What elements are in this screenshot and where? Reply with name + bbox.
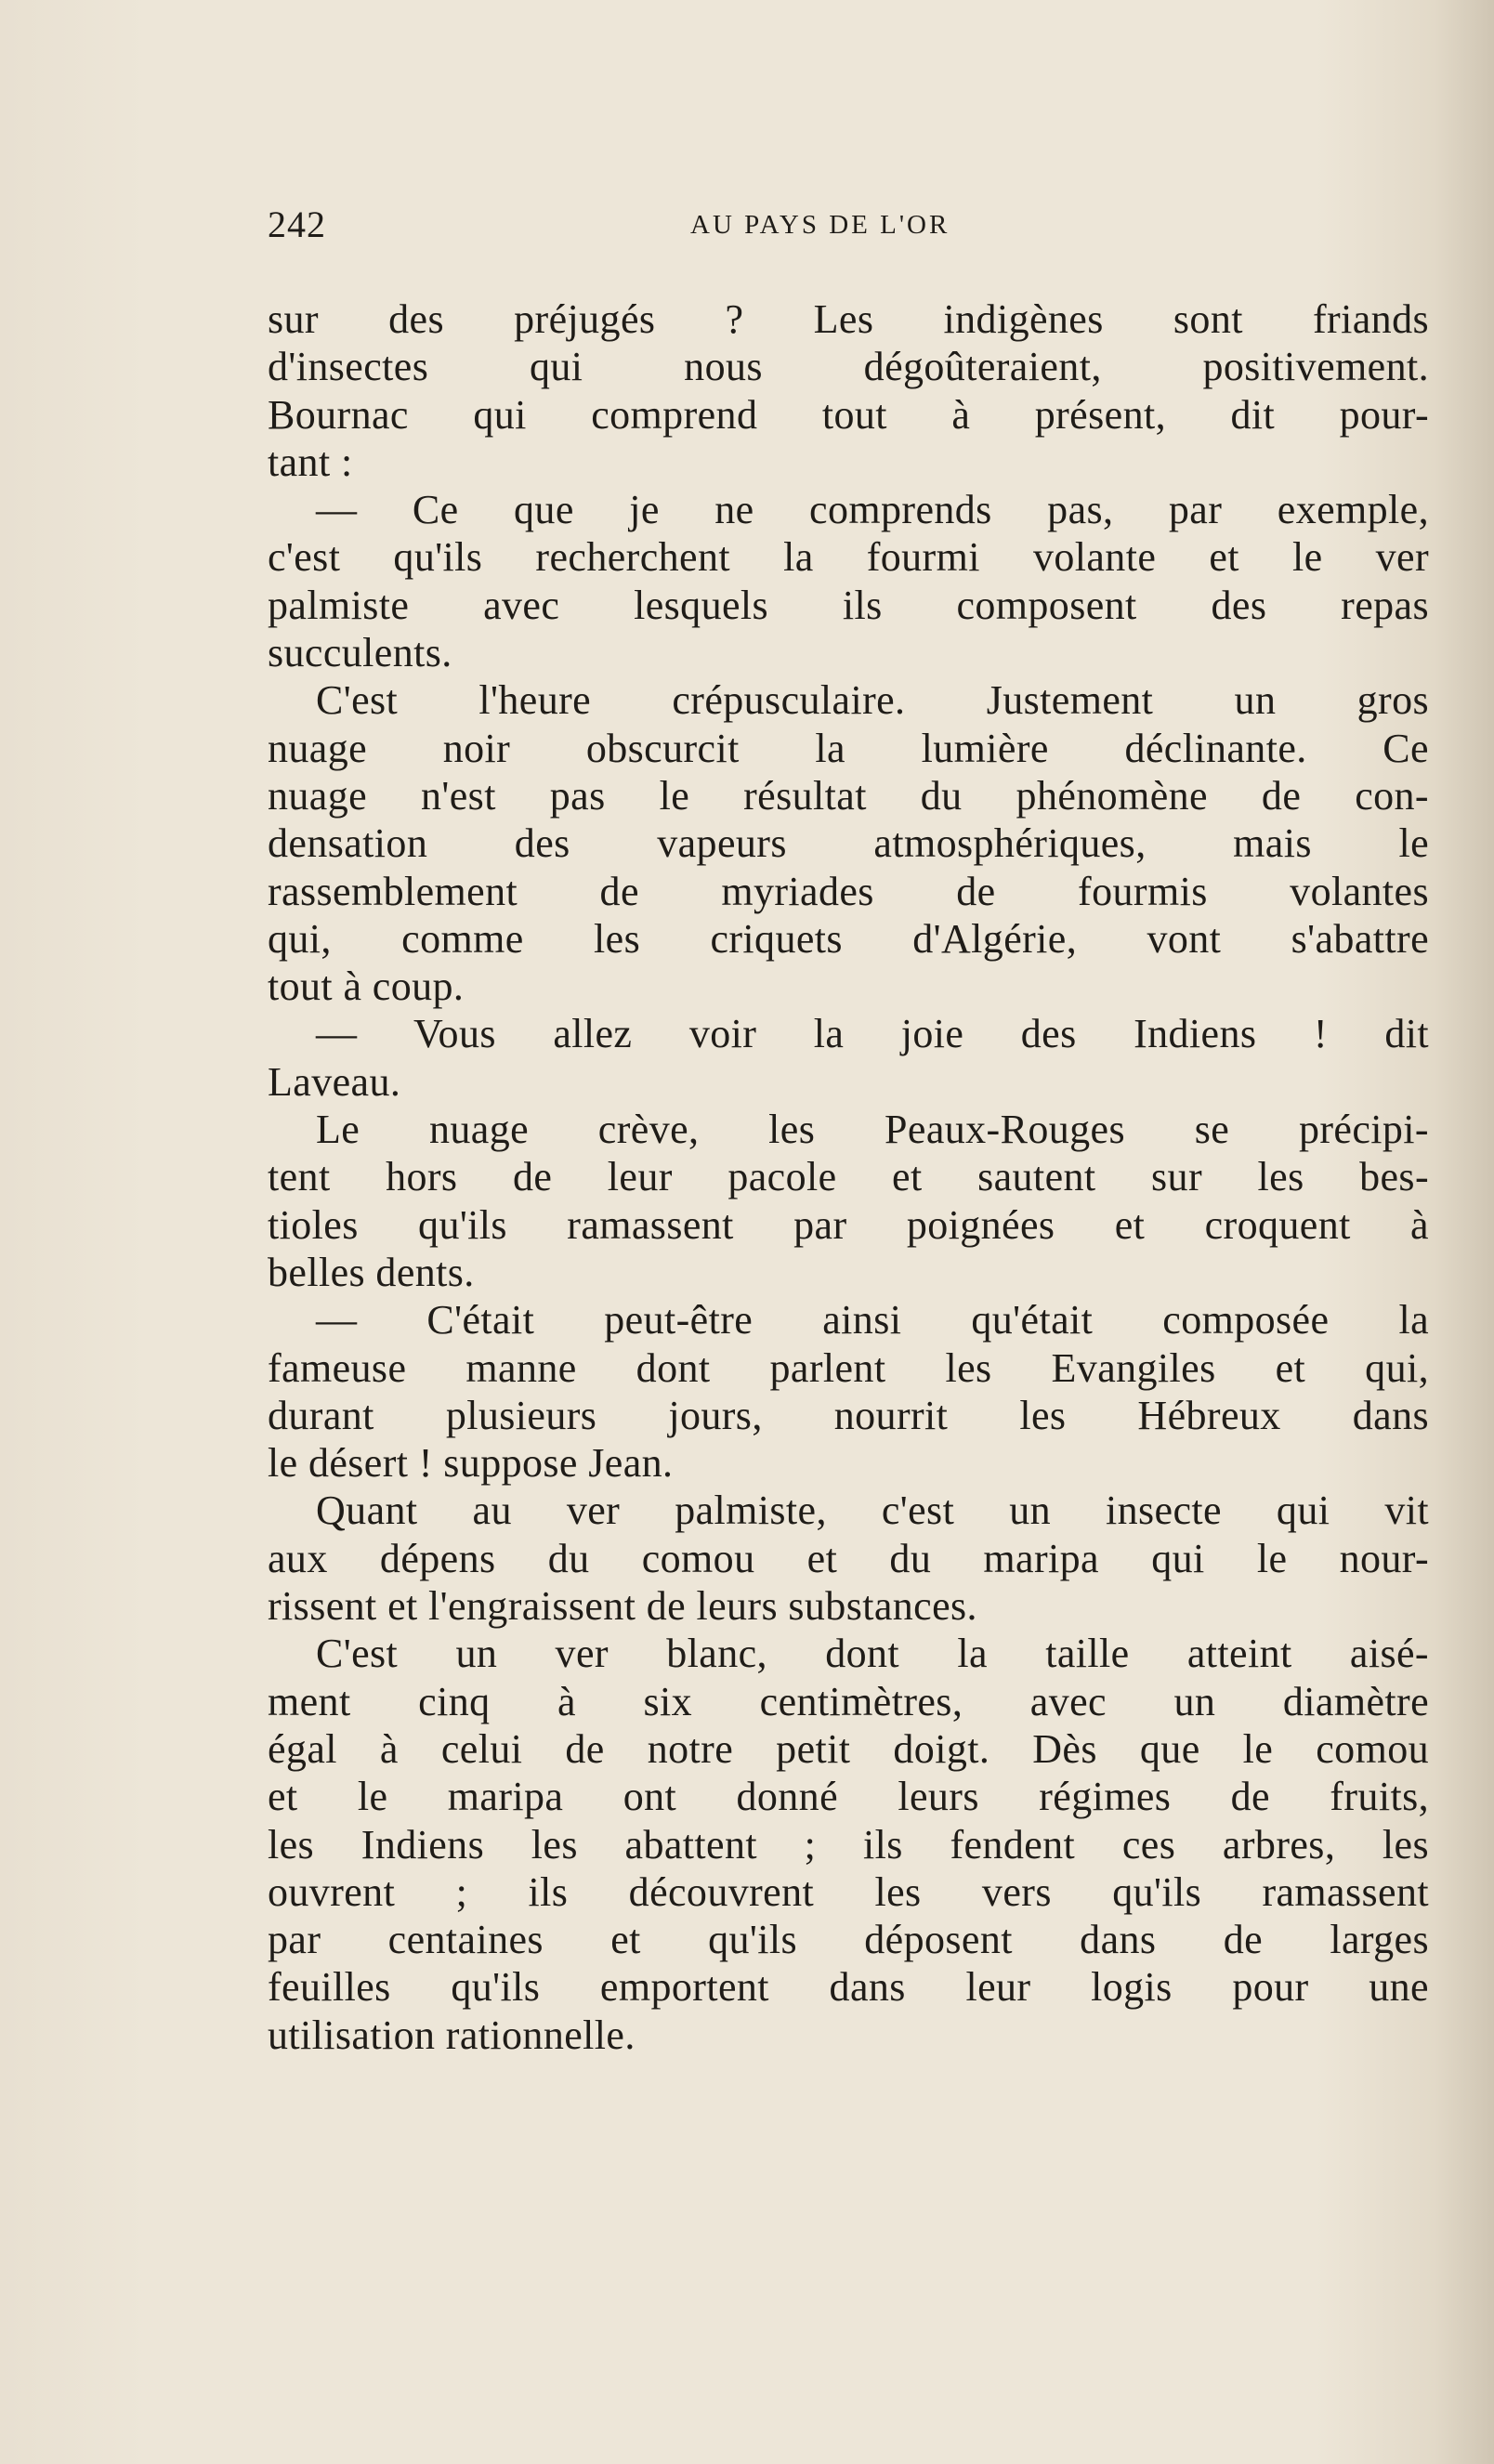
text-line: nuage noir obscurcit la lumière déclinante. Ce	[268, 725, 1429, 771]
text-line: Le nuage crève, les Peaux-Rouges se précipi-	[316, 1107, 1429, 1153]
text-line: égal à celui de notre petit doigt. Dès que le comou	[268, 1725, 1429, 1772]
page-number: 242	[268, 203, 326, 245]
text-line: par centaines et qu'ils déposent dans de larges	[268, 1917, 1429, 1963]
text-line: — C'était peut-être ainsi qu'était composée la	[316, 1297, 1429, 1343]
text-line: rissent et l'engraissent de leurs substances.	[268, 1583, 977, 1630]
page-header	[268, 203, 1438, 258]
text-line: tout à coup.	[268, 963, 465, 1010]
text-line: C'est un ver blanc, dont la taille atteint aisé-	[316, 1631, 1429, 1677]
text-line: tant :	[268, 439, 353, 485]
text-line: utilisation rationnelle.	[268, 2012, 636, 2058]
text-line: le désert ! suppose Jean.	[268, 1440, 674, 1487]
text-line: ouvrent ; ils découvrent les vers qu'ils ramassent	[268, 1868, 1429, 1915]
text-line: — Vous allez voir la joie des Indiens ! dit	[316, 1011, 1429, 1057]
text-line: nuage n'est pas le résultat du phénomène de con-	[268, 772, 1429, 819]
text-line: Quant au ver palmiste, c'est un insecte qui vit	[316, 1488, 1429, 1534]
text-line: ment cinq à six centimètres, avec un diamètre	[268, 1678, 1429, 1724]
text-line: feuilles qu'ils emportent dans leur logis pour une	[268, 1964, 1429, 2011]
text-line: palmiste avec lesquels ils composent des repas	[268, 582, 1429, 628]
text-line: tent hors de leur pacole et sautent sur les bes-	[268, 1154, 1429, 1200]
text-line: Bournac qui comprend tout à présent, dit pour-	[268, 391, 1429, 438]
text-line: qui, comme les criquets d'Algérie, vont s'abattre	[268, 915, 1429, 962]
text-line: et le maripa ont donné leurs régimes de fruits,	[268, 1774, 1429, 1820]
text-line: succulents.	[268, 630, 452, 676]
text-line: tioles qu'ils ramassent par poignées et croquent à	[268, 1201, 1429, 1248]
running-title: AU PAYS DE L'OR	[690, 210, 950, 240]
text-line: C'est l'heure crépusculaire. Justement un gros	[316, 677, 1429, 724]
text-line: durant plusieurs jours, nourrit les Hébreux dans	[268, 1392, 1429, 1438]
text-line: belles dents.	[268, 1249, 475, 1295]
text-line: rassemblement de myriades de fourmis volantes	[268, 868, 1429, 914]
body-text	[268, 295, 1429, 2059]
text-line: les Indiens les abattent ; ils fendent ces arbres, les	[268, 1821, 1429, 1868]
text-line: sur des préjugés ? Les indigènes sont friands	[268, 296, 1429, 342]
text-line: densation des vapeurs atmosphériques, mais le	[268, 820, 1429, 867]
text-line: c'est qu'ils recherchent la fourmi volante et le ver	[268, 534, 1429, 581]
text-line: d'insectes qui nous dégoûteraient, positivement.	[268, 344, 1429, 390]
text-line: — Ce que je ne comprends pas, par exemple,	[316, 487, 1429, 533]
text-line: Laveau.	[268, 1058, 401, 1105]
text-line: aux dépens du comou et du maripa qui le nour-	[268, 1535, 1429, 1581]
text-line: fameuse manne dont parlent les Evangiles et qui,	[268, 1344, 1429, 1391]
